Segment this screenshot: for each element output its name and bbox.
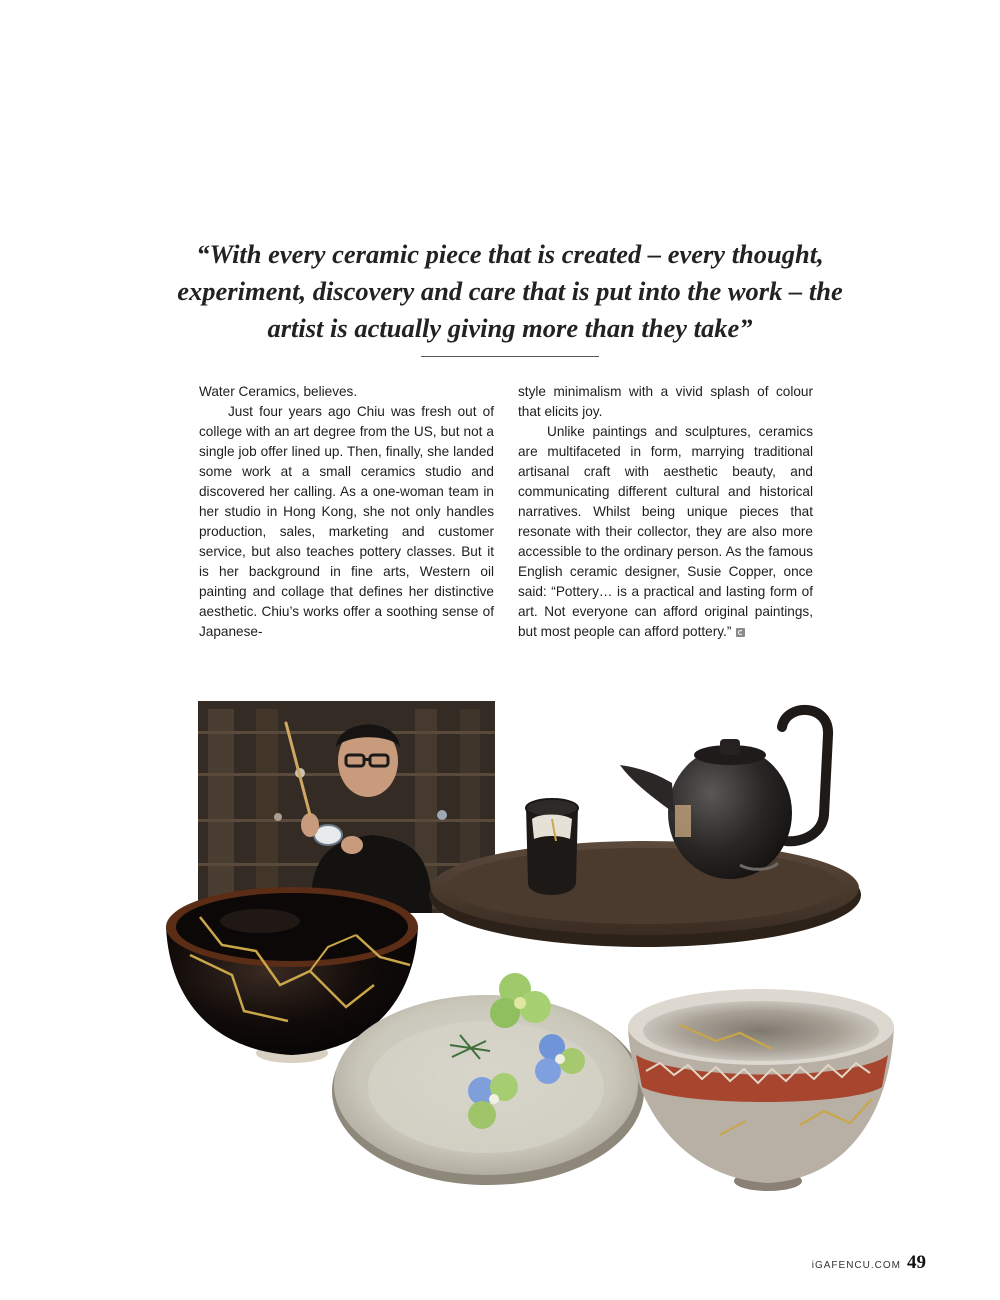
page-number: 49 [907,1252,926,1273]
paragraph-ceramics [518,422,813,642]
end-of-article-icon [736,628,745,637]
red-pattern-kintsugi-bowl-photo [628,989,894,1191]
paragraph-ceramics-text: Unlike paintings and sculptures, ceramics are multifaceted in form, marrying traditional artisanal craft with aesthetic beauty, and communicating different cultural and historical narratives. Whilst being unique pieces that resonate with their collector, they are also more accessible to the ordinary person. As the famous English ceramic designer, Susie Copper, once said: “Pottery… is a practical and lasting form of art. Not everyone can afford original paintings, but most people can afford pottery.” [518,424,813,639]
collage-svg [160,695,900,1195]
pull-quote-line-2: experiment, discovery and care that is put into the work – the [177,276,843,306]
page-footer [812,1252,926,1276]
article-column-left [199,382,494,642]
paragraph-background: Just four years ago Chiu was fresh out of college with an art degree from the US, but not a single job offer lined up. Then, finally, she landed some work at a small ceramics studio and discovered her calling. As a one-woman team in her studio in Hong Kong, she not only handles production, sales, marketing and customer service, but also teaches pottery classes. But it is her background in fine arts, Western oil painting and collage that defines her distinctive aesthetic. Chiu’s works offer a soothing sense of Japanese- [199,404,494,639]
paragraph-continuation: Water Ceramics, believes. [199,384,358,399]
pull-quote [120,236,900,347]
footer-site-name: iGAFENCU.COM [811,1260,901,1271]
pull-quote-line-1: “With every ceramic piece that is created – every thought, [196,239,824,269]
paragraph-continuation-right: style minimalism with a vivid splash of colour that elicits joy. [518,384,813,419]
article-column-right [518,382,813,642]
ceramics-photo-collage [160,695,900,1195]
pull-quote-divider [421,356,599,357]
pull-quote-line-3: artist is actually giving more than they take” [267,313,753,343]
